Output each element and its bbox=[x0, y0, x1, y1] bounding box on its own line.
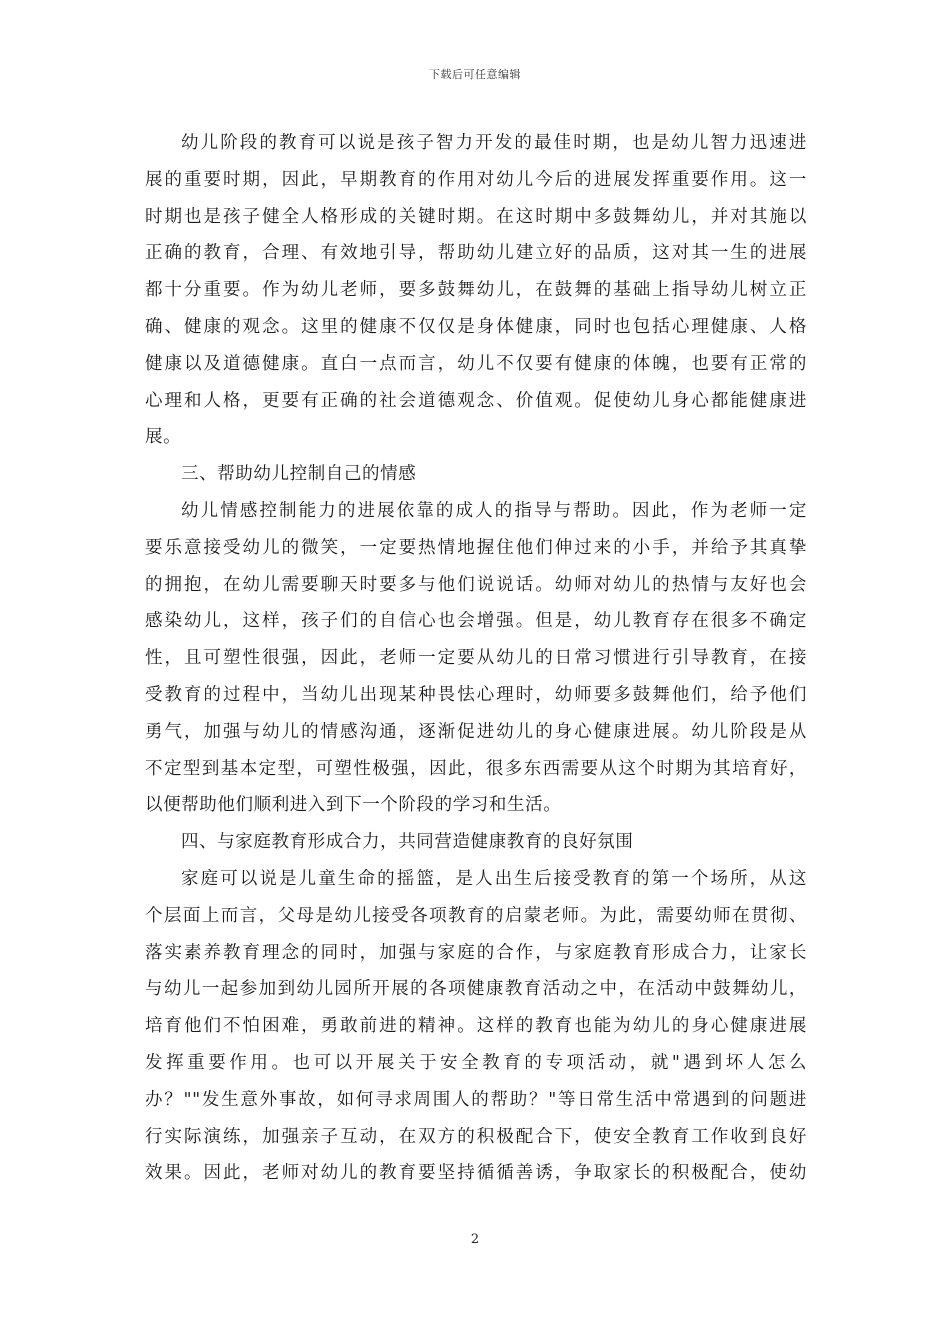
text-line: 落实素养教育理念的同时，加强与家庭的合作，与家庭教育形成合力，让家长 bbox=[145, 942, 807, 963]
page-number: 2 bbox=[470, 1232, 480, 1247]
text-line: 的拥抱，在幼儿需要聊天时要多与他们说说话。幼师对幼儿的热情与友好也会 bbox=[145, 574, 807, 595]
text-line: 确、健康的观念。这里的健康不仅仅是身体健康，同时也包括心理健康、人格 bbox=[145, 316, 807, 337]
text-line: 发挥重要作用。也可以开展关于安全教育的专项活动，就"遇到坏人怎么 bbox=[145, 1052, 807, 1073]
text-line: 与幼儿一起参加到幼儿园所开展的各项健康教育活动之中，在活动中鼓舞幼儿， bbox=[145, 979, 807, 1000]
text-line: 展。 bbox=[145, 427, 182, 448]
text-line: 三、帮助幼儿控制自己的情感 bbox=[181, 464, 417, 485]
text-line: 勇气，加强与幼儿的情感沟通，逐渐促进幼儿的身心健康进展。幼儿阶段是从 bbox=[145, 721, 807, 742]
text-line: 培育他们不怕困难，勇敢前进的精神。这样的教育也能为幼儿的身心健康进展 bbox=[145, 1016, 807, 1037]
text-line: 幼儿阶段的教育可以说是孩子智力开发的最佳时期，也是幼儿智力迅速进 bbox=[181, 133, 807, 153]
text-line: 行实际演练，加强亲子互动，在双方的积极配合下，使安全教育工作收到良好 bbox=[145, 1126, 807, 1147]
text-line: 感染幼儿，这样，孩子们的自信心也会增强。但是，幼儿教育存在很多不确定 bbox=[145, 611, 807, 632]
body-text bbox=[145, 125, 807, 1192]
text-line: 办？""发生意外事故，如何寻求周围人的帮助？"等日常生活中常遇到的问题进 bbox=[145, 1089, 807, 1110]
text-line: 受教育的过程中，当幼儿出现某种畏怯心理时，幼师要多鼓舞他们，给予他们 bbox=[145, 684, 807, 705]
page-header: 下载后可任意编辑 bbox=[429, 68, 521, 81]
text-line: 心理和人格，更要有正确的社会道德观念、价值观。促使幼儿身心都能健康进 bbox=[145, 390, 807, 411]
text-line: 性，且可塑性很强，因此，老师一定要从幼儿的日常习惯进行引导教育，在接 bbox=[145, 648, 807, 669]
text-line: 以便帮助他们顺利进入到下一个阶段的学习和生活。 bbox=[145, 795, 562, 816]
text-line: 效果。因此，老师对幼儿的教育要坚持循循善诱，争取家长的积极配合，使幼 bbox=[145, 1163, 807, 1184]
text-line: 家庭可以说是儿童生命的摇篮，是人出生后接受教育的第一个场所，从这 bbox=[181, 868, 807, 889]
text-line: 个层面上而言，父母是幼儿接受各项教育的启蒙老师。为此，需要幼师在贯彻、 bbox=[145, 905, 807, 926]
text-line: 时期也是孩子健全人格形成的关键时期。在这时期中多鼓舞幼儿，并对其施以 bbox=[145, 206, 807, 227]
text-line: 四、与家庭教育形成合力，共同营造健康教育的良好氛围 bbox=[181, 832, 634, 853]
text-line: 不定型到基本定型，可塑性极强，因此，很多东西需要从这个时期为其培育好， bbox=[145, 758, 807, 779]
text-line: 要乐意接受幼儿的微笑，一定要热情地握住他们伸过来的小手，并给予其真挚 bbox=[145, 537, 807, 558]
text-line: 展的重要时期，因此，早期教育的作用对幼儿今后的进展发挥重要作用。这一 bbox=[145, 169, 807, 190]
text-line: 都十分重要。作为幼儿老师，要多鼓舞幼儿，在鼓舞的基础上指导幼儿树立正 bbox=[145, 280, 807, 301]
text-line: 健康以及道德健康。直白一点而言，幼儿不仅要有健康的体魄，也要有正常的 bbox=[145, 353, 807, 374]
text-line: 幼儿情感控制能力的进展依靠的成人的指导与帮助。因此，作为老师一定 bbox=[181, 500, 807, 521]
text-line: 正确的教育，合理、有效地引导，帮助幼儿建立好的品质，这对其一生的进展 bbox=[145, 243, 807, 264]
